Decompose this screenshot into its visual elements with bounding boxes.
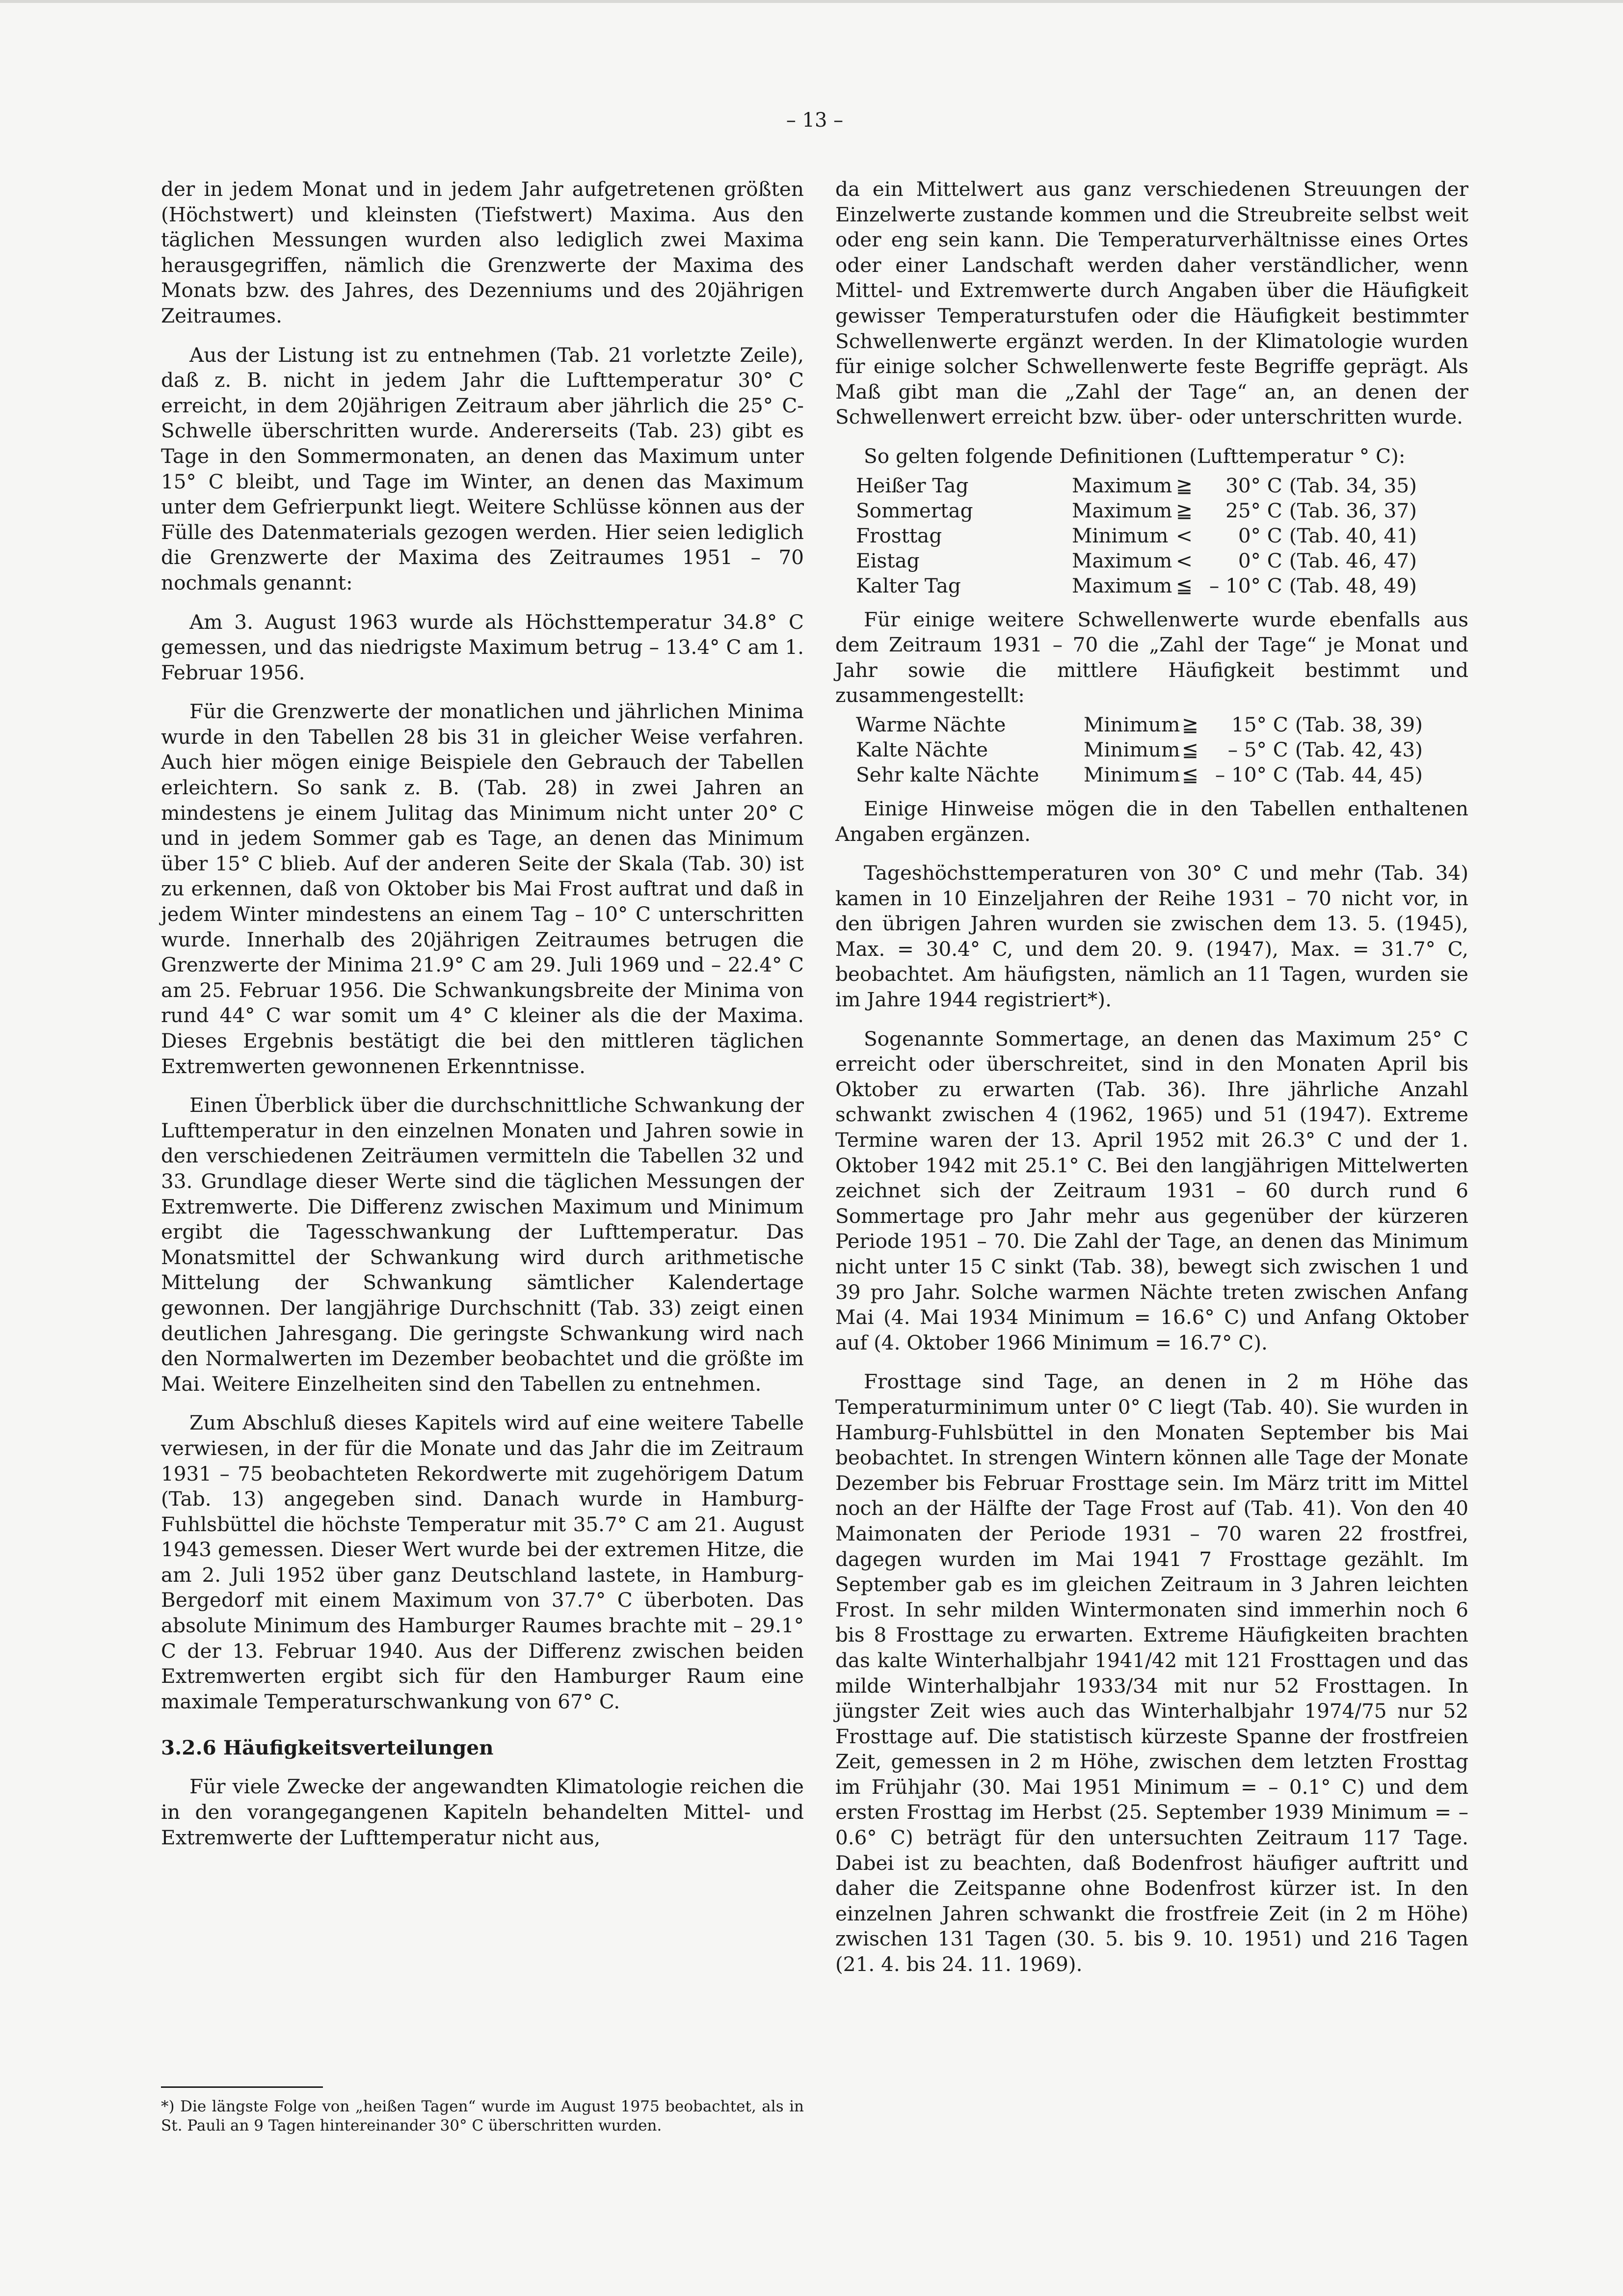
- definition-row: [856, 498, 1417, 523]
- paragraph: Tageshöchsttemperaturen von 30° C und mehr (Tab. 34) kamen in 10 Einzeljahren der Reihe 1931 – 70 nicht vor, in den übrigen Jahren wurden sie zwischen dem 13. 5. (1945), Max. = 30.4° C, und dem 20. 9. (1947), Max. = 31.7° C, beobachtet. Am häufigsten, nämlich an 11 Tagen, wurden sie im Jahre 1944 registriert*).: [835, 861, 1468, 1012]
- paragraph: da ein Mittelwert aus ganz verschiedenen Streuungen der Einzelwerte zustande kommen und die Streubreite selbst weit oder eng sein kann. Die Temperaturverhältnisse eines Ortes oder einer Landschaft werden daher verständlicher, wenn Mittel- und Extremwerte durch Angaben über die Häufigkeit gewisser Temperaturstufen oder die Häufigkeit bestimmter Schwellenwerte ergänzt werden. In der Klimatologie wurden für einige solcher Schwellenwerte feste Begriffe geprägt. Als Maß gibt man die „Zahl der Tage“ an, an denen der Schwellenwert erreicht bzw. über- oder unterschritten wurde.: [835, 177, 1468, 429]
- definition-operator: <: [1176, 523, 1193, 547]
- definition-table-nights: [856, 712, 1423, 787]
- definition-value: – 10° C: [1209, 573, 1282, 597]
- definition-row: [856, 523, 1417, 548]
- definition-name: Sommertag: [856, 498, 973, 522]
- definition-name: Warme Nächte: [856, 712, 1006, 736]
- definition-kind: Maximum: [1072, 473, 1172, 497]
- paragraph: Sogenannte Sommertage, an denen das Maximum 25° C erreicht oder überschreitet, sind in den Monaten April bis Oktober zu erwarten (Tab. 36). Ihre jährliche Anzahl schwankt zwischen 4 (1962, 1965) und 51 (1947). Extreme Termine waren der 13. April 1952 mit 26.3° C und der 1. Oktober 1942 mit 25.1° C. Bei den langjährigen Mittelwerten zeichnet sich der Zeitraum 1931 – 60 durch rund 6 Sommertage pro Jahr mehr aus gegenüber der kürzeren Periode 1951 – 70. Die Zahl der Tage, an denen das Minimum nicht unter 15 C sinkt (Tab. 38), bewegt sich zwischen 1 und 39 pro Jahr. Solche warmen Nächte treten zwischen Anfang Mai (4. Mai 1934 Minimum = 16.6° C) und Anfang Oktober auf (4. Oktober 1966 Minimum = 16.7° C).: [835, 1026, 1468, 1354]
- definition-table: [856, 473, 1417, 598]
- definition-name: Frosttag: [856, 523, 942, 547]
- definition-name: Kalter Tag: [856, 573, 961, 597]
- definition-kind: Minimum: [1084, 762, 1180, 786]
- definition-operator: <: [1176, 548, 1193, 572]
- left-column: [161, 177, 804, 1864]
- footnote: *) Die längste Folge von „heißen Tagen“ wurde im August 1975 beobachtet, als in St. Pauli an 9 Tagen hintereinander 30° C überschritten wurden.: [161, 2098, 804, 2134]
- definition-kind: Minimum: [1084, 737, 1180, 761]
- definition-value: 30° C: [1225, 473, 1282, 497]
- paragraph: Zum Abschluß dieses Kapitels wird auf eine weitere Tabelle verwiesen, in der für die Monate und das Jahr die im Zeitraum 1931 – 75 beobachteten Rekordwerte mit zugehörigem Datum (Tab. 13) angegeben sind. Danach wurde in Hamburg-Fuhlsbüttel die höchste Temperatur mit 35.7° C am 21. August 1943 gemessen. Dieser Wert wurde bei der extremen Hitze, die am 2. Juli 1952 über ganz Deutschland lastete, in Hamburg-Bergedorf mit einem Maximum von 37.7° C überboten. Das absolute Minimum des Hamburger Raumes brachte mit – 29.1° C der 13. Februar 1940. Aus der Differenz zwischen beiden Extremwerten ergibt sich für den Hamburger Raum eine maximale Temperaturschwankung von 67° C.: [161, 1411, 804, 1713]
- right-column: [835, 177, 1468, 1991]
- scan-edge: [0, 0, 1623, 3]
- paragraph: Für einige weitere Schwellenwerte wurde ebenfalls aus dem Zeitraum 1931 – 70 die „Zahl der Tage“ je Monat und Jahr sowie die mittlere Häufigkeit bestimmt und zusammengestellt:: [835, 607, 1468, 707]
- definition-row: [856, 762, 1423, 787]
- definition-name: Eistag: [856, 548, 920, 572]
- definition-row: [856, 712, 1423, 737]
- definition-value: 0° C: [1238, 548, 1282, 572]
- page-number: – 13 –: [786, 109, 844, 132]
- definition-value: 0° C: [1238, 523, 1282, 547]
- paragraph: Aus der Listung ist zu entnehmen (Tab. 21 vorletzte Zeile), daß z. B. nicht in jedem Jahr die Lufttemperatur 30° C erreicht, in dem 20jährigen Zeitraum aber jährlich die 25° C-Schwelle überschritten wurde. Andererseits (Tab. 23) gibt es Tage in den Sommermonaten, an denen das Maximum unter 15° C bleibt, und Tage im Winter, an denen das Maximum unter dem Gefrierpunkt liegt. Weitere Schlüsse können aus der Fülle des Datenmaterials gezogen werden. Hier seien lediglich die Grenzwerte der Maxima des Zeitraumes 1951 – 70 nochmals genannt:: [161, 343, 804, 594]
- paragraph: So gelten folgende Definitionen (Lufttemperatur ° C):: [864, 444, 1406, 468]
- paragraph: Einige Hinweise mögen die in den Tabellen enthaltenen Angaben ergänzen.: [835, 796, 1468, 846]
- definition-row: [856, 548, 1417, 573]
- definition-name: Sehr kalte Nächte: [856, 762, 1039, 786]
- definition-ref: (Tab. 34, 35): [1289, 473, 1417, 497]
- definition-value: 25° C: [1225, 498, 1282, 522]
- definition-ref: (Tab. 40, 41): [1289, 523, 1417, 547]
- paragraph: Am 3. August 1963 wurde als Höchsttemperatur 34.8° C gemessen, und das niedrigste Maximum betrug – 13.4° C am 1. Februar 1956.: [161, 610, 804, 684]
- definition-operator: ≦: [1182, 762, 1198, 786]
- definition-value: 15° C: [1231, 712, 1288, 736]
- definition-kind: Minimum: [1084, 712, 1180, 736]
- definition-operator: ≦: [1182, 737, 1198, 761]
- footnote-divider: [161, 2086, 323, 2088]
- paragraph: Für viele Zwecke der angewandten Klimatologie reichen die in den vorangegangenen Kapiteln behandelten Mittel- und Extremwerte der Lufttemperatur nicht aus,: [161, 1775, 804, 1849]
- definition-name: Kalte Nächte: [856, 737, 988, 761]
- definition-kind: Maximum: [1072, 573, 1172, 597]
- definition-kind: Maximum: [1072, 548, 1172, 572]
- paragraph: Einen Überblick über die durchschnittliche Schwankung der Lufttemperatur in den einzelnen Monaten und Jahren sowie in den verschiedenen Zeiträumen vermitteln die Tabellen 32 und 33. Grundlage dieser Werte sind die täglichen Messungen der Extremwerte. Die Differenz zwischen Maximum und Minimum ergibt die Tagesschwankung der Lufttemperatur. Das Monatsmittel der Schwankung wird durch arithmetische Mittelung der Schwankung sämtlicher Kalendertage gewonnen. Der langjährige Durchschnitt (Tab. 33) zeigt einen deutlichen Jahresgang. Die geringste Schwankung wird nach den Normalwerten im Dezember beobachtet und die größte im Mai. Weitere Einzelheiten sind den Tabellen zu entnehmen.: [161, 1093, 804, 1396]
- definition-operator: ≧: [1176, 498, 1193, 522]
- definition-ref: (Tab. 48, 49): [1289, 573, 1417, 597]
- definition-ref: (Tab. 44, 45): [1295, 762, 1423, 786]
- definition-operator: ≦: [1176, 573, 1193, 597]
- definition-row: [856, 573, 1417, 598]
- definition-name: Heißer Tag: [856, 473, 969, 497]
- paragraph: Für die Grenzwerte der monatlichen und jährlichen Minima wurde in den Tabellen 28 bis 31 in gleicher Weise verfahren. Auch hier mögen einige Beispiele den Gebrauch der Tabellen erleichtern. So sank z. B. (Tab. 28) in zwei Jahren an mindestens je einem Julitag das Minimum nicht unter 20° C und in jedem Sommer gab es Tage, an denen das Minimum über 15° C blieb. Auf der anderen Seite der Skala (Tab. 30) ist zu erkennen, daß von Oktober bis Mai Frost auftrat und daß in jedem Winter mindestens an einem Tag – 10° C unterschritten wurde. Innerhalb des 20jährigen Zeitraumes betrugen die Grenzwerte der Minima 21.9° C am 29. Juli 1969 und – 22.4° C am 25. Februar 1956. Die Schwankungsbreite der Minima von rund 44° C war somit um 4° C kleiner als die der Maxima. Dieses Ergebnis bestätigt die bei den mittleren täglichen Extremwerten gewonnenen Erkenntnisse.: [161, 700, 804, 1078]
- definition-operator: ≧: [1176, 473, 1193, 497]
- definition-ref: (Tab. 36, 37): [1289, 498, 1417, 522]
- definition-ref: (Tab. 38, 39): [1295, 712, 1423, 736]
- definition-row: [856, 473, 1417, 498]
- definition-kind: Maximum: [1072, 498, 1172, 522]
- paragraph: der in jedem Monat und in jedem Jahr aufgetretenen größten (Höchstwert) und kleinsten (Tiefstwert) Maxima. Aus den täglichen Messungen wurden also lediglich zwei Maxima herausgegriffen, nämlich die Grenzwerte der Maxima des Monats bzw. des Jahres, des Dezenniums und des 20jährigen Zeitraumes.: [161, 177, 804, 327]
- definition-ref: (Tab. 42, 43): [1295, 737, 1423, 761]
- definition-kind: Minimum: [1072, 523, 1169, 547]
- section-heading: 3.2.6 Häufigkeitsverteilungen: [161, 1736, 494, 1760]
- definition-value: – 5° C: [1227, 737, 1288, 761]
- definition-ref: (Tab. 46, 47): [1289, 548, 1417, 572]
- paragraph: Frosttage sind Tage, an denen in 2 m Höhe das Temperaturminimum unter 0° C liegt (Tab. 40). Sie wurden in Hamburg-Fuhlsbüttel in den Monaten September bis Mai beobachtet. In strengen Wintern können alle Tage der Monate Dezember bis Februar Frosttage sein. Im März tritt im Mittel noch an der Hälfte der Tage Frost auf (Tab. 41). Von den 40 Maimonaten der Periode 1931 – 70 waren 22 frostfrei, dagegen wurden im Mai 1941 7 Frosttage gezählt. Im September gab es im gleichen Zeitraum in 3 Jahren leichten Frost. In sehr milden Wintermonaten sind immerhin noch 6 bis 8 Frosttage zu erwarten. Extreme Häufigkeiten brachten das kalte Winterhalbjahr 1941/42 mit 121 Frosttagen und das milde Winterhalbjahr 1933/34 mit nur 52 Frosttagen. In jüngster Zeit wies auch das Winterhalbjahr 1974/75 nur 52 Frosttage auf. Die statistisch kürzeste Spanne der frostfreien Zeit, gemessen in 2 m Höhe, zwischen dem letzten Frosttag im Frühjahr (30. Mai 1951 Minimum = – 0.1° C) und dem ersten Frosttag im Herbst (25. September 1939 Minimum = – 0.6° C) beträgt für den untersuchten Zeitraum 117 Tage. Dabei ist zu beachten, daß Bodenfrost häufiger auftritt und daher die Zeitspanne ohne Bodenfrost kürzer ist. In den einzelnen Jahren schwankt die frostfreie Zeit (in 2 m Höhe) zwischen 131 Tagen (30. 5. bis 9. 10. 1951) und 216 Tagen (21. 4. bis 24. 11. 1969).: [835, 1370, 1468, 1976]
- definition-value: – 10° C: [1215, 762, 1288, 786]
- definition-operator: ≧: [1182, 712, 1198, 736]
- definition-row: [856, 737, 1423, 762]
